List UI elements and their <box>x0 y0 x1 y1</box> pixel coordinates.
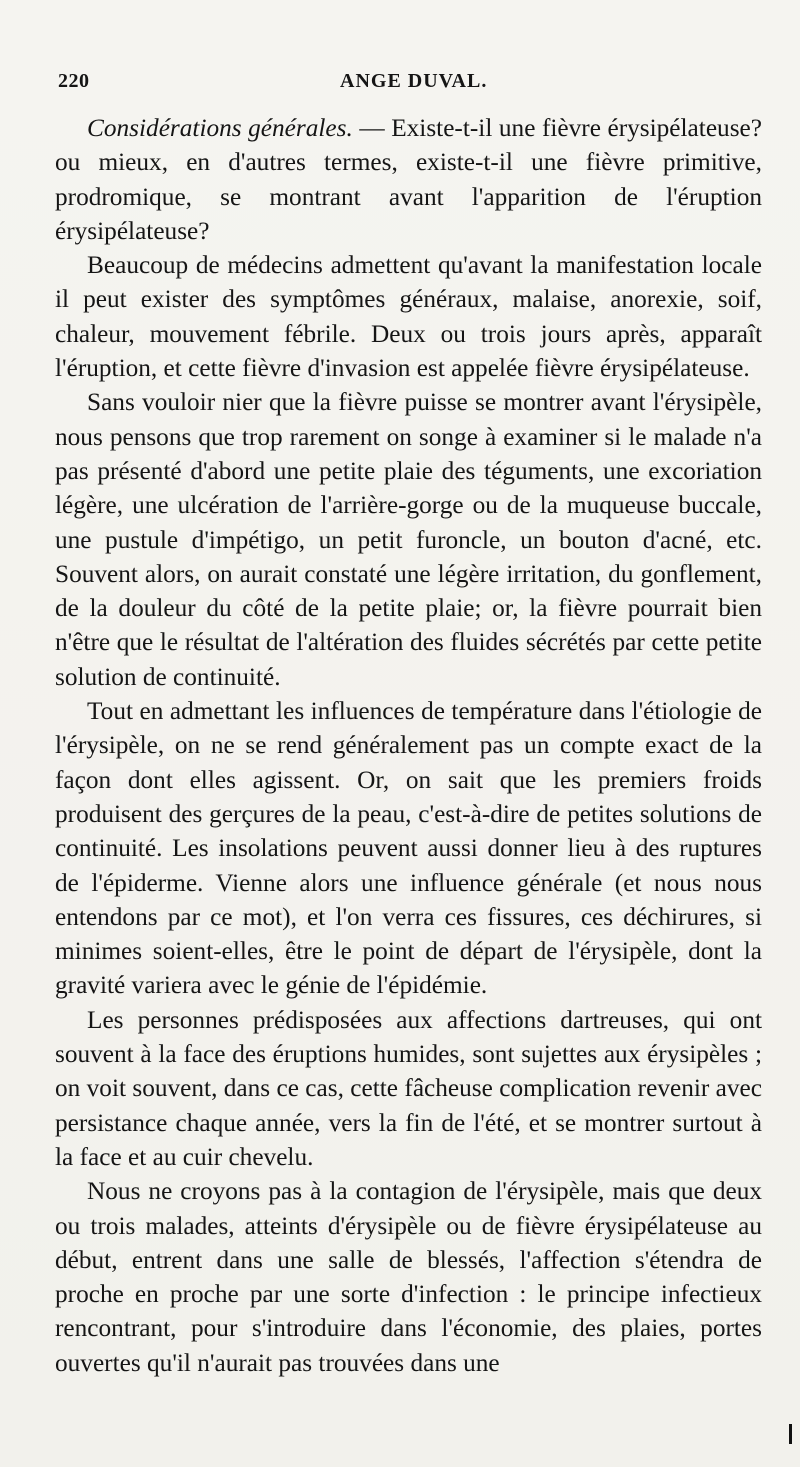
page-header <box>58 70 758 100</box>
paragraph-text: — Existe-t-il une fièvre érysipélateuse? ou mieux, en d'autres termes, existe-t-il une fièvre primitive, prodromique, se montrant avant l'apparition de l'éruption érysipélateuse? <box>55 114 762 245</box>
paragraph <box>55 1174 762 1380</box>
paragraph <box>55 111 762 248</box>
paragraph <box>55 385 762 694</box>
paragraph-text: Les personnes prédisposées aux affections dartreuses, qui ont souvent à la face des éruptions humides, sont sujettes aux érysipèles ; on voit souvent, dans ce cas, cette fâcheuse complication revenir avec persistance chaque année, vers la fin de l'été, et se montrer surtout à la face et au cuir chevelu. <box>55 1005 762 1171</box>
running-head: ANGE DUVAL. <box>340 70 488 92</box>
page-edge-mark <box>789 1424 792 1444</box>
paragraph-text: Tout en admettant les influences de température dans l'étiologie de l'érysipèle, on ne se rend généralement pas un compte exact de la façon dont elles agissent. Or, on sait que les premiers froids produisent des gerçures de la peau, c'est-à-dire de petites solutions de continuité. Les insolations peuvent aussi donner lieu à des ruptures de l'épiderme. Vienne alors une influence générale (et nous nous entendons par ce mot), et l'on verra ces fissures, ces déchirures, si minimes soient-elles, être le point de départ de l'érysipèle, dont la gravité variera avec le génie de l'épidémie. <box>55 697 762 1000</box>
paragraph-text: Sans vouloir nier que la fièvre puisse se montrer avant l'érysipèle, nous pensons que trop rarement on songe à examiner si le malade n'a pas présenté d'abord une petite plaie des téguments, une excoriation légère, une ulcération de l'arrière-gorge ou de la muqueuse buccale, une pustule d'impétigo, un petit furoncle, un bouton d'acné, etc. Souvent alors, on aurait constaté une légère irritation, du gonflement, de la douleur du côté de la petite plaie; or, la fièvre pourrait bien n'être que le résultat de l'altération des fluides sécrétés par cette petite solution de continuité. <box>55 388 762 691</box>
paragraph <box>55 248 762 385</box>
paragraph <box>55 1003 762 1174</box>
paragraph <box>55 694 762 1003</box>
body-text <box>55 111 762 1380</box>
section-heading: Considérations générales. <box>87 114 353 142</box>
paragraph-text: Nous ne croyons pas à la contagion de l'érysipèle, mais que deux ou trois malades, atteints d'érysipèle ou de fièvre érysipélateuse au début, entrent dans une salle de blessés, l'affection s'étendra de proche en proche par une sorte d'infection : le principe infectieux rencontrant, pour s'introduire dans l'économie, des plaies, portes ouvertes qu'il n'aurait pas trouvées dans une <box>55 1177 762 1377</box>
paragraph-text: Beaucoup de médecins admettent qu'avant la manifestation locale il peut exister des symptômes généraux, malaise, anorexie, soif, chaleur, mouvement fébrile. Deux ou trois jours après, apparaît l'éruption, et cette fièvre d'invasion est appelée fièvre érysipélateuse. <box>55 251 762 383</box>
page-number: 220 <box>58 70 90 92</box>
